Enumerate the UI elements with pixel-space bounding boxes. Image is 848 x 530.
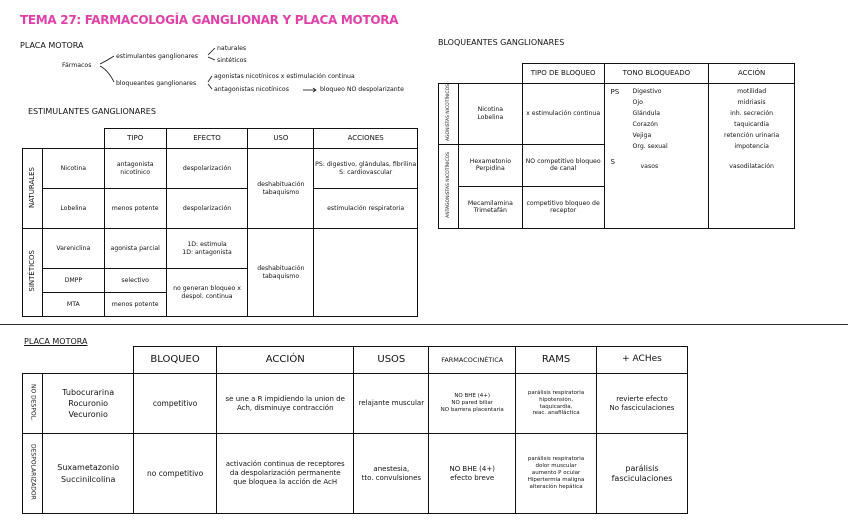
placa-motora-heading: PLACA MOTORA — [20, 41, 84, 50]
accion-cell: activación continua de receptores da despolarización permanente que bloquea la acción de AcH — [217, 434, 354, 514]
placa-motora-table-heading: PLACA MOTORA — [24, 337, 88, 346]
bloqueo-no-label: bloqueo NO despolarizante — [320, 86, 404, 93]
page-title: TEMA 27: FARMACOLOGÍA GANGLIONAR Y PLACA MOTORA — [20, 13, 399, 27]
group-agonistas: AGONISTAS NICOTÍNICOS — [439, 84, 459, 145]
tipo-bloqueo-cell: x estimulación continua — [522, 84, 604, 145]
naturales-label: naturales — [217, 45, 247, 52]
antagonistas-label: antagonistas nicotínicos — [214, 86, 289, 93]
acciones-cell: PS: digestivo, glándulas, fibrilina S: cardiovascular — [314, 149, 418, 189]
accion-cell — [709, 84, 795, 229]
tipo-cell: selectivo — [104, 269, 166, 293]
group-despol: DESPOLARIZADOR — [23, 434, 43, 514]
drug-name: Vareniclina — [42, 229, 104, 269]
group-antagonistas: ANTAGONISTAS NICOTÍNICOS — [439, 144, 459, 228]
efecto-cell: no generan bloqueo x despol. continua — [166, 269, 248, 317]
usos-cell: relajante muscular — [354, 374, 429, 434]
header-rams: RAMS — [516, 347, 597, 374]
farmaco-cell: NO BHE (4+) NO pared biliar NO barrera placentaria — [429, 374, 516, 434]
s-label: S — [610, 158, 615, 166]
header-bloqueo: BLOQUEO — [134, 347, 217, 374]
header-tono: TONO BLOQUEADO — [604, 64, 709, 84]
group-sinteticos: SINTÉTICOS — [23, 229, 43, 317]
sinteticos-label: sintéticos — [217, 57, 247, 64]
accion-item: vasodilatación — [729, 163, 774, 170]
farmaco-cell: NO BHE (4+) efecto breve — [429, 434, 516, 514]
agonistas-label: agonistas nicotínicos x estimulación continua — [214, 73, 355, 80]
drug-name: Lobelina — [42, 189, 104, 229]
rams-cell: parálisis respiratoria dolor muscular aumento P ocular Hipertermia maligna alteración hepática — [516, 434, 597, 514]
estimulantes-heading: ESTIMULANTES GANGLIONARES — [28, 107, 156, 116]
header-accion: ACCIÓN — [709, 64, 795, 84]
accion-item: midriasis — [737, 99, 766, 106]
drug-name: DMPP — [42, 269, 104, 293]
corner-cell — [439, 64, 459, 84]
accion-item: taquicardia — [734, 121, 770, 128]
uso-cell: deshabituación tabaquismo — [248, 149, 314, 229]
tipo-cell: menos potente — [104, 293, 166, 317]
connector-bloqueantes — [100, 66, 114, 82]
tipo-bloqueo-cell: NO competitivo bloqueo de canal — [522, 144, 604, 186]
estimulantes-label: estimulantes ganglionares — [116, 53, 198, 60]
tono-item: Vejiga — [632, 132, 652, 139]
tipo-cell: menos potente — [104, 189, 166, 229]
header-tipo: TIPO — [104, 129, 166, 149]
accion-item: retención urinaria — [724, 132, 780, 139]
header-accion: ACCIÓN — [217, 347, 354, 374]
accion-item: motilidad — [737, 88, 767, 95]
drug-name: Nicotina — [42, 149, 104, 189]
drug-names: Mecamilamina Trimetafán — [458, 186, 522, 228]
accion-item: inh. secreción — [730, 110, 774, 117]
tipo-bloqueo-cell: competitivo bloqueo de receptor — [522, 186, 604, 228]
corner-cell — [458, 64, 522, 84]
connector-agonistas — [208, 76, 212, 82]
uso-cell: deshabituación tabaquismo — [248, 229, 314, 317]
ps-label: PS — [610, 88, 620, 96]
acciones-cell-empty — [314, 229, 418, 317]
rams-cell: parálisis respiratoria hipotensión, taquicardia, reac. anafiláctica — [516, 374, 597, 434]
drug-names: Hexametonio Perpidina — [458, 144, 522, 186]
aches-cell: revierte efecto No fasciculaciones — [596, 374, 687, 434]
estimulantes-table — [22, 128, 418, 317]
accion-cell: se une a R impidiendo la union de Ach, disminuye contracción — [217, 374, 354, 434]
drug-names: Nicotina Lobelina — [458, 84, 522, 145]
bloqueantes-label: bloqueantes ganglionares — [116, 80, 197, 87]
section-divider — [0, 324, 848, 325]
tono-item: Ojo — [632, 99, 643, 106]
usos-cell: anestesia, tto. convulsiones — [354, 434, 429, 514]
drug-names: Tubocurarina Rocuronio Vecuronio — [43, 374, 134, 434]
placa-motora-table — [22, 346, 688, 514]
tono-item: Glándula — [632, 110, 661, 117]
drug-names: Suxametazonio Succinilcolina — [43, 434, 134, 514]
connector-antagonistas — [208, 84, 212, 89]
group-no-despol: NO DESPOL. — [23, 374, 43, 434]
efecto-cell: despolarización — [166, 189, 248, 229]
accion-item: impotencia — [734, 143, 769, 150]
corner-cell — [43, 347, 134, 374]
corner-cell — [23, 347, 43, 374]
tono-item: vasos — [640, 163, 659, 170]
tono-cell — [604, 84, 709, 229]
tono-item: Corazón — [632, 121, 658, 128]
header-efecto: EFECTO — [166, 129, 248, 149]
acciones-cell: estimulación respiratoria — [314, 189, 418, 229]
tono-item: Digestivo — [632, 88, 662, 95]
tipo-cell: agonista parcial — [104, 229, 166, 269]
header-tipo-bloqueo: TIPO DE BLOQUEO — [522, 64, 604, 84]
bloqueo-cell: competitivo — [134, 374, 217, 434]
efecto-cell: 1D: estimula 1D: antagonista — [166, 229, 248, 269]
header-farmacocinetica: FARMACOCINÉTICA — [429, 347, 516, 374]
bloqueantes-table — [438, 63, 795, 229]
header-uso: USO — [248, 129, 314, 149]
connector-estimulantes — [100, 56, 114, 64]
drug-name: MTA — [42, 293, 104, 317]
bloqueantes-heading: BLOQUEANTES GANGLIONARES — [438, 38, 565, 47]
group-naturales: NATURALES — [23, 149, 43, 229]
tono-item: Org. sexual — [632, 143, 668, 150]
corner-cell — [42, 129, 104, 149]
bloqueo-cell: no competitivo — [134, 434, 217, 514]
header-usos: USOS — [354, 347, 429, 374]
connector-naturales — [208, 48, 215, 55]
efecto-cell: despolarización — [166, 149, 248, 189]
corner-cell — [23, 129, 43, 149]
aches-cell: parálisis fasciculaciones — [596, 434, 687, 514]
tipo-cell: antagonista nicotínico — [104, 149, 166, 189]
header-aches: + ACHes — [596, 347, 687, 374]
farmacos-label: Fármacos — [62, 62, 92, 69]
connector-sinteticos — [208, 57, 215, 60]
header-acciones: ACCIONES — [314, 129, 418, 149]
